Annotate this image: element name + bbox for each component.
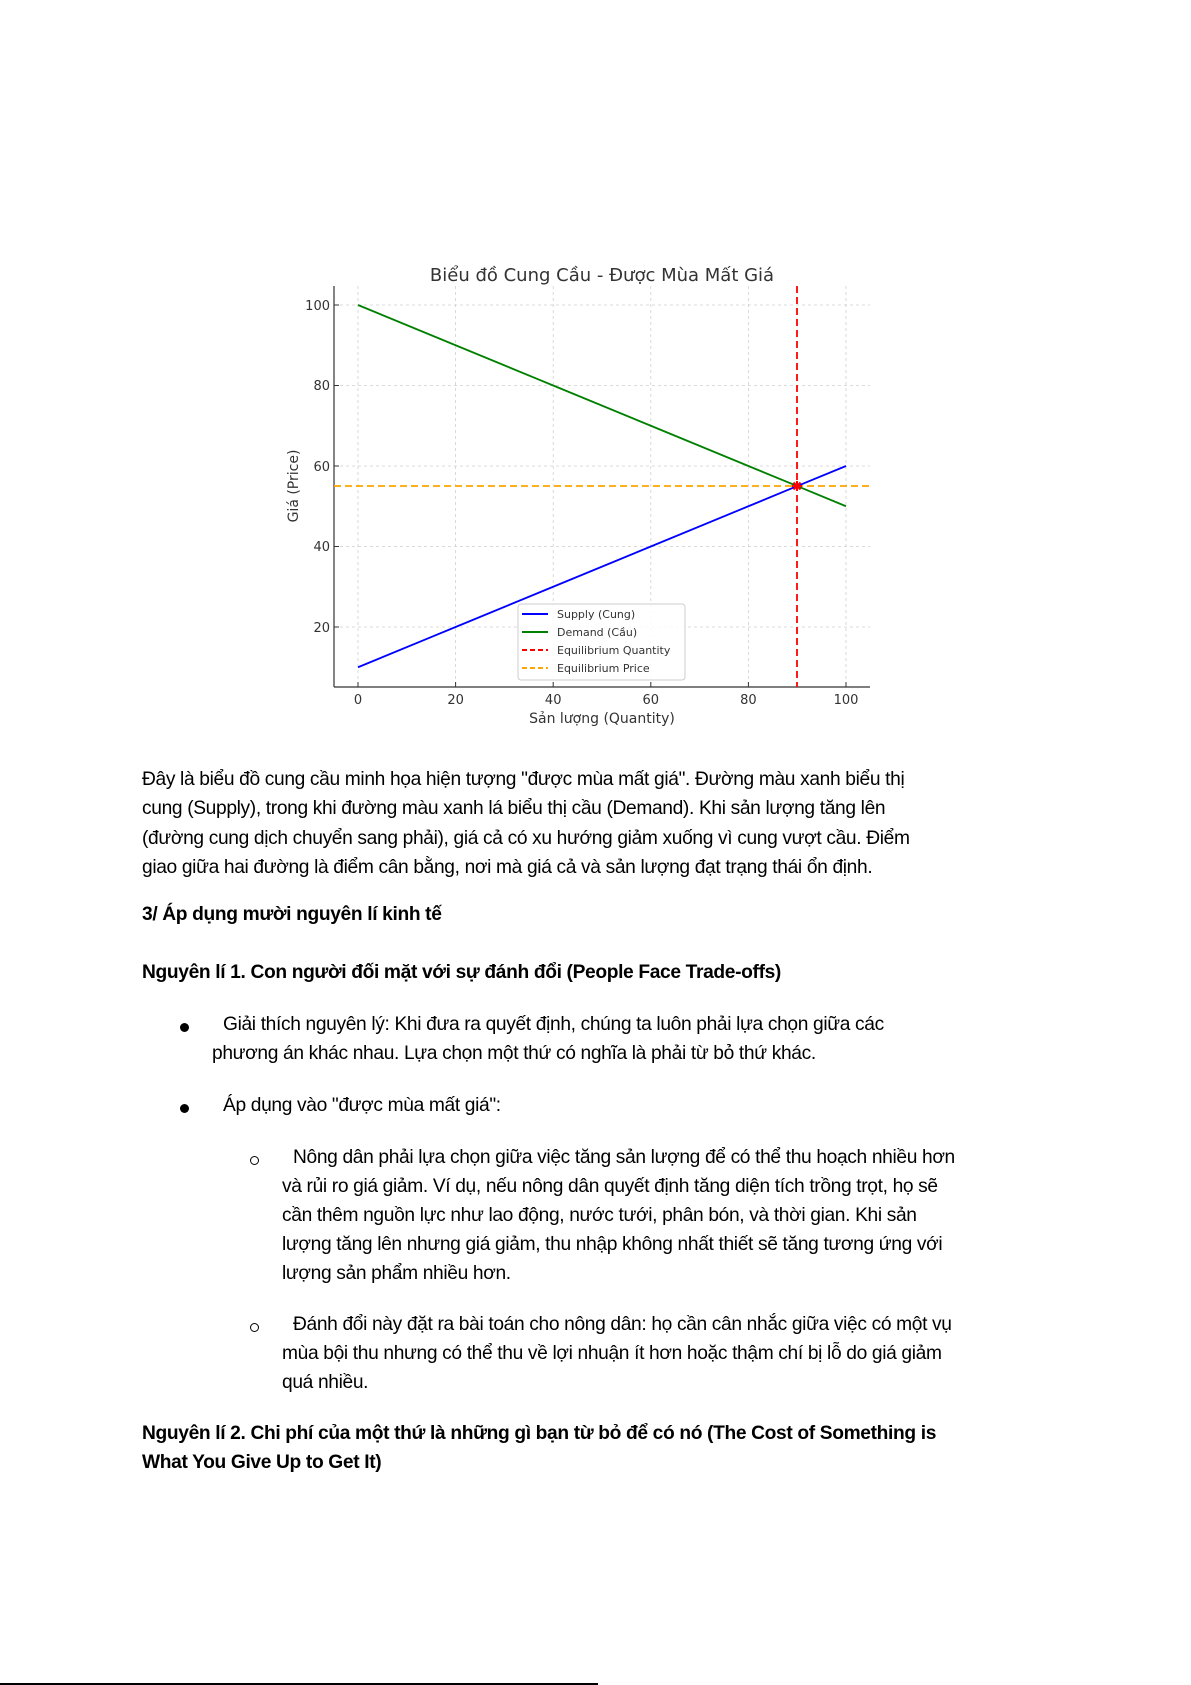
x-tick-label: 0: [353, 693, 363, 708]
sub-bullet-line: cần thêm nguồn lực như lao động, nước tưới, phân bón, và thời gian. Khi sản: [282, 1205, 917, 1226]
bullet-line: Áp dụng vào "được mùa mất giá":: [223, 1095, 501, 1116]
paragraph-line: giao giữa hai đường là điểm cân bằng, nơi mà giá cả và sản lượng đạt trạng thái ổn định.: [142, 857, 873, 878]
y-tick-label: 60: [313, 460, 330, 475]
bullet-line: Giải thích nguyên lý: Khi đưa ra quyết định, chúng ta luôn phải lựa chọn giữa các: [223, 1014, 884, 1035]
sub-bullet-line: quá nhiều.: [282, 1372, 369, 1393]
principle-1-heading: Nguyên lí 1. Con người đối mặt với sự đánh đổi (People Face Trade-offs): [142, 962, 781, 983]
x-tick-label: 100: [833, 693, 859, 708]
x-axis-label: Sản lượng (Quantity): [529, 711, 675, 727]
sub-bullet-line: mùa bội thu nhưng có thể thu về lợi nhuận ít hơn hoặc thậm chí bị lỗ do giá giảm: [282, 1343, 942, 1364]
y-tick-label: 20: [313, 621, 330, 636]
x-tick-label: 60: [642, 693, 660, 708]
paragraph-line: cung (Supply), trong khi đường màu xanh lá biểu thị cầu (Demand). Khi sản lượng tăng lên: [142, 798, 886, 819]
bullet-circle-icon: [250, 1323, 259, 1332]
chart-legend: [518, 604, 685, 680]
sub-bullet-line: lượng tăng lên nhưng giá giảm, thu nhập không nhất thiết sẽ tăng tương ứng với: [282, 1234, 943, 1255]
bullet-dot-icon: [180, 1104, 189, 1113]
demand-line: [358, 305, 846, 506]
legend-equilibrium-price: Equilibrium Price: [557, 662, 650, 675]
legend-demand: Demand (Cầu): [557, 626, 638, 639]
legend-supply: Supply (Cung): [557, 608, 636, 621]
equilibrium-point-star-icon: [792, 481, 802, 491]
bullet-dot-icon: [180, 1023, 189, 1032]
y-tick-label: 40: [313, 540, 330, 555]
supply-demand-chart: [0, 0, 1191, 760]
x-tick-label: 40: [544, 693, 562, 708]
sub-bullet-line: và rủi ro giá giảm. Ví dụ, nếu nông dân quyết định tăng diện tích trồng trọt, họ sẽ: [282, 1176, 938, 1197]
x-tick-label: 20: [447, 693, 464, 708]
bullet-line: phương án khác nhau. Lựa chọn một thứ có nghĩa là phải từ bỏ thứ khác.: [212, 1043, 816, 1064]
sub-bullet-line: Đánh đổi này đặt ra bài toán cho nông dân: họ cần cân nhắc giữa việc có một vụ: [293, 1314, 952, 1335]
paragraph-line: (đường cung dịch chuyển sang phải), giá cả có xu hướng giảm xuống vì cung vượt cầu. Điểm: [142, 828, 910, 849]
x-tick-label: 80: [740, 693, 757, 708]
y-tick-label: 100: [305, 299, 330, 314]
sub-bullet-line: Nông dân phải lựa chọn giữa việc tăng sản lượng để có thể thu hoạch nhiều hơn: [293, 1147, 955, 1168]
section-heading: 3/ Áp dụng mười nguyên lí kinh tế: [142, 904, 442, 925]
paragraph-line: Đây là biểu đồ cung cầu minh họa hiện tượng "được mùa mất giá". Đường màu xanh biểu thị: [142, 769, 905, 790]
sub-bullet-line: lượng sản phẩm nhiều hơn.: [282, 1263, 511, 1284]
y-tick-label: 80: [313, 379, 330, 394]
chart-title: Biểu đồ Cung Cầu - Được Mùa Mất Giá: [429, 265, 775, 286]
heading-line: Nguyên lí 2. Chi phí của một thứ là những gì bạn từ bỏ để có nó (The Cost of Something is: [142, 1423, 937, 1444]
heading-line: What You Give Up to Get It): [142, 1452, 382, 1473]
y-axis-label: Giá (Price): [286, 449, 302, 523]
bullet-circle-icon: [250, 1156, 259, 1165]
legend-equilibrium-quantity: Equilibrium Quantity: [557, 644, 671, 657]
